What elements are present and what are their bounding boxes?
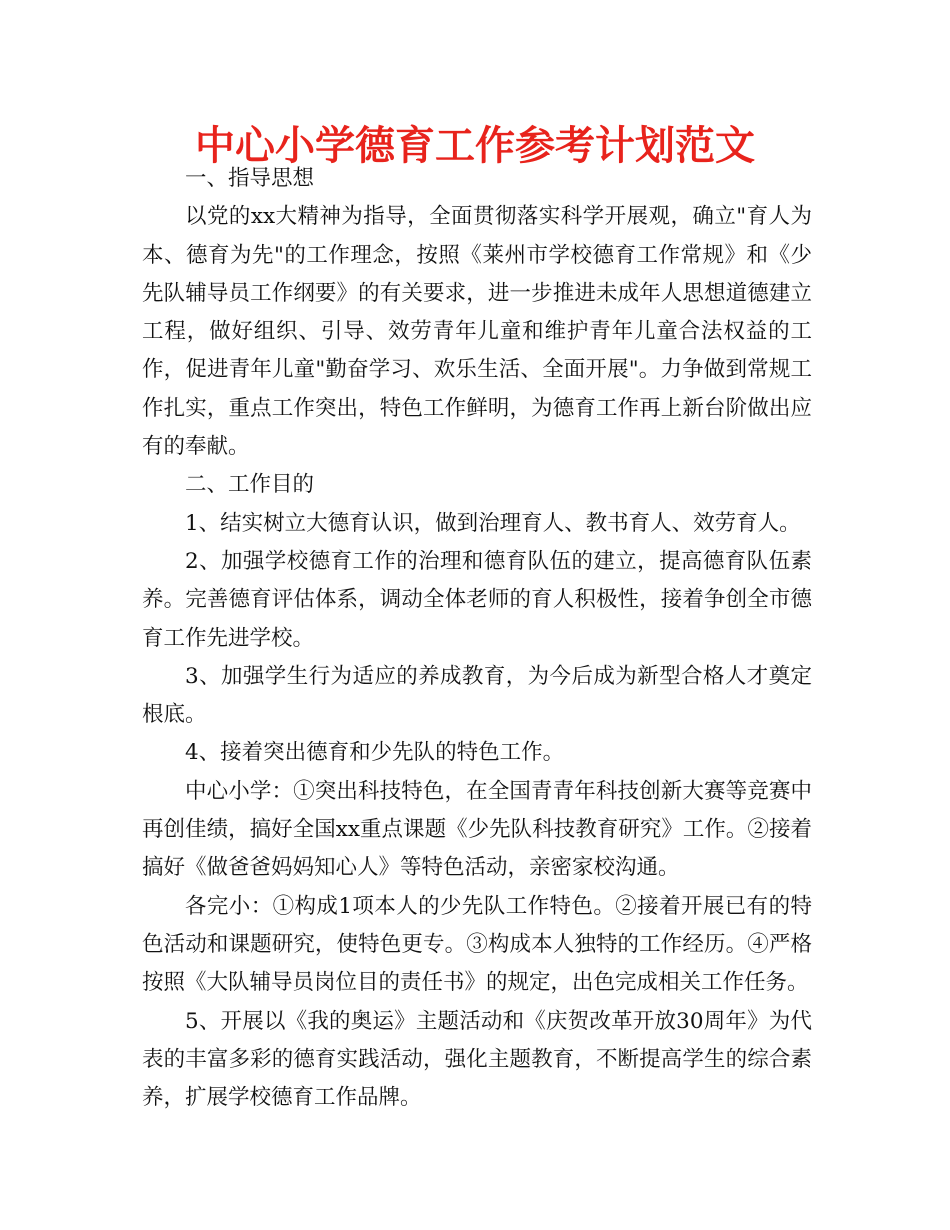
document-title: 中心小学德育工作参考计划范文 bbox=[195, 123, 755, 169]
paragraph: 2、加强学校德育工作的治理和德育队伍的建立，提高德育队伍素养。完善德育评估体系，调动全体老师的育人积极性，接着争创全市德育工作先进学校。 bbox=[142, 548, 812, 651]
paragraph: 各完小：①构成1项本人的少先队工作特色。②接着开展已有的特色活动和课题研究，使特色更专。③构成本人独特的工作经历。④严格按照《大队辅导员岗位目的责任书》的规定，出色完成相关工作任务。 bbox=[142, 893, 812, 996]
paragraph: 5、开展以《我的奥运》主题活动和《庆贺改革开放30周年》为代表的丰富多彩的德育实践活动，强化主题教育，不断提高学生的综合素养，扩展学校德育工作品牌。 bbox=[142, 1008, 812, 1111]
section-heading: 二、工作目的 bbox=[185, 472, 315, 498]
section-heading: 一、指导思想 bbox=[185, 166, 315, 191]
paragraph: 以党的xx大精神为指导，全面贯彻落实科学开展观，确立"育人为本、德育为先"的工作理念，按照《莱州市学校德育工作常规》和《少先队辅导员工作纲要》的有关要求，进一步推进未成年人思想道德建立工程，做好组织、引导、效劳青年儿童和维护青年儿童合法权益的工作，促进青年儿童"勤奋学习、欢乐生活、全面开展"。力争做到常规工作扎实，重点工作突出，特色工作鲜明，为德育工作再上新台阶做出应有的奉献。 bbox=[142, 204, 812, 460]
paragraph: 1、结实树立大德育认识，做到治理育人、教书育人、效劳育人。 bbox=[185, 510, 801, 536]
paragraph: 中心小学：①突出科技特色，在全国青青年科技创新大赛等竞赛中再创佳绩，搞好全国xx重点课题《少先队科技教育研究》工作。②接着搞好《做爸爸妈妈知心人》等特色活动，亲密家校沟通。 bbox=[142, 778, 812, 881]
paragraph: 3、加强学生行为适应的养成教育，为今后成为新型合格人才奠定根底。 bbox=[142, 663, 812, 728]
document-body bbox=[142, 160, 812, 1117]
paragraph: 4、接着突出德育和少先队的特色工作。 bbox=[185, 740, 565, 766]
